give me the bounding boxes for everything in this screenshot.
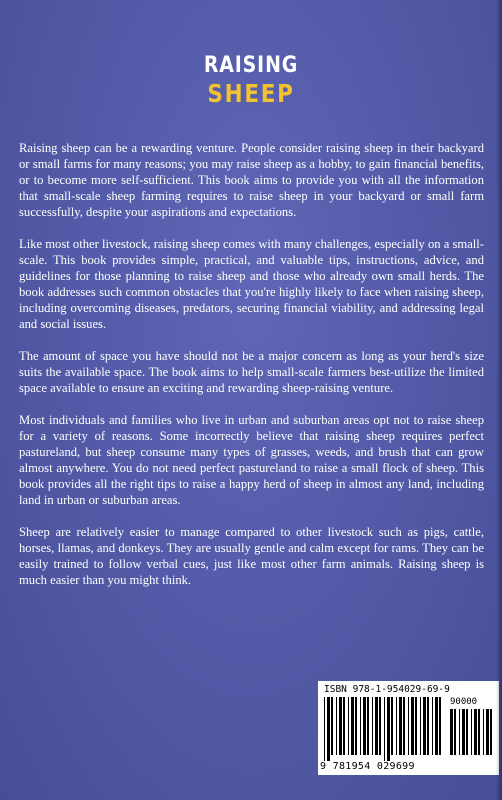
cover-edge-shadow <box>496 0 502 800</box>
barcode-addon-bars-icon <box>448 709 494 761</box>
blurb-paragraph-3: The amount of space you have should not be a major concern as long as your herd's size suits the available space. The book aims to help small-scale farmers best-utilize the limited space available to ensure an exciting and rewarding sheep-raising venture. <box>19 349 484 395</box>
blurb-paragraph-2: Like most other livestock, raising sheep comes with many challenges, especially on a small-scale. This book provides simple, practical, and valuable tips, instructions, advice, and guidelines for those planning to raise sheep and those who already own small herds. The book addresses such common obstacles that you're highly likely to face when raising sheep, including overcoming diseases, predators, securing financial viability, and addressing legal and social issues. <box>19 237 484 331</box>
blurb-paragraph-4: Most individuals and families who live in urban and suburban areas opt not to raise sheep for a variety of reasons. Some incorrectly believe that raising sheep requires perfect pastureland, but sheep consume many types of grasses, weeds, and brush that can grow almost anywhere. You do not need perfect pastureland to raise a small flock of sheep. This book provides all the right tips to raise a happy herd of sheep in almost any land, including land in urban or suburban areas. <box>19 413 484 507</box>
blurb-paragraph-1: Raising sheep can be a rewarding venture. People consider raising sheep in their backyard or small farms for many reasons; you may raise sheep as a hobby, to gain financial benefits, or to become more self-sufficient. This book aims to provide you with all the information that small-scale sheep farming requires to raise sheep in your backyard or small farm successfully, despite your aspirations and expectations. <box>19 141 484 219</box>
book-title <box>0 55 502 106</box>
title-raising: RAISING <box>203 53 299 78</box>
price-code: 90000 <box>450 697 478 707</box>
blurb-text <box>19 140 484 604</box>
isbn-label: ISBN 978-1-954029-69-9 <box>324 684 450 695</box>
barcode-bars-icon <box>322 697 444 761</box>
isbn-barcode <box>318 681 499 775</box>
title-sheep: SHEEP <box>207 79 295 108</box>
barcode-digits: 9 781954 029699 <box>320 761 415 772</box>
blurb-paragraph-5: Sheep are relatively easier to manage compared to other livestock such as pigs, cattle, horses, llamas, and donkeys. They are usually gentle and calm except for rams. They can be easily trained to follow verbal cues, just like most other farm animals. Raising sheep is much easier than you might think. <box>19 525 484 587</box>
